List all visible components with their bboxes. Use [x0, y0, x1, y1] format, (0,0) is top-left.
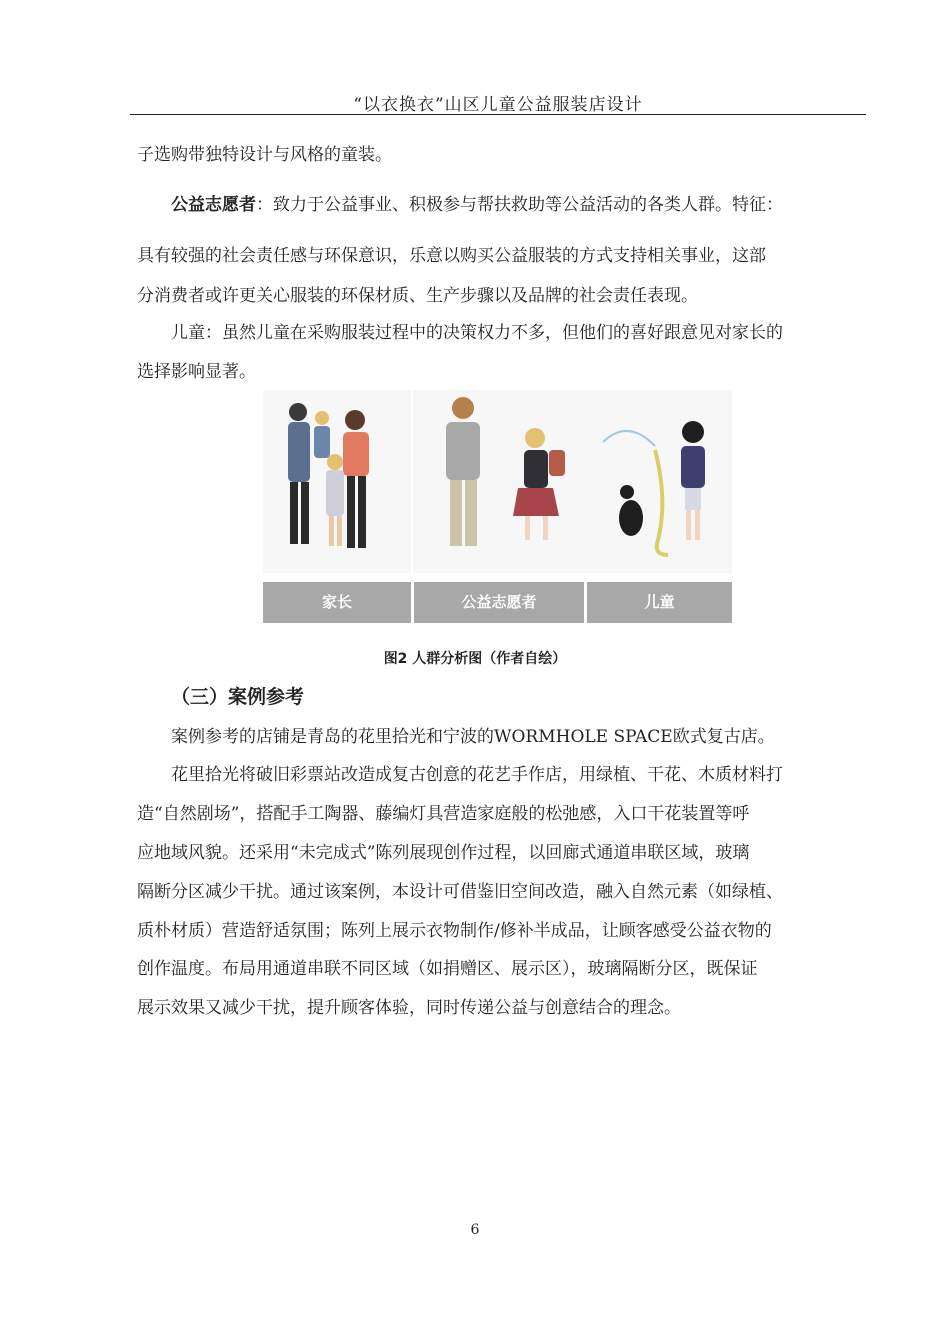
label-children: 儿童 [587, 582, 732, 623]
section-heading: （三）案例参考 [171, 686, 305, 708]
page-number: 6 [470, 1222, 480, 1238]
volunteer-line-3: 分消费者或许更关心服装的环保材质、生产步骤以及品牌的社会责任表现。 [137, 286, 698, 306]
page-header: “以衣换衣”山区儿童公益服装店设计 [130, 90, 866, 115]
label-parents: 家长 [263, 582, 411, 623]
volunteer-line-1 [171, 190, 783, 215]
figure-label-bar [263, 582, 732, 623]
case-line-2: 造“自然剧场”，搭配手工陶器、藤编灯具营造家庭般的松弛感，入口干花装置等呼 [137, 804, 750, 824]
volunteer-definition: ：致力于公益事业、积极参与帮扶救助等公益活动的各类人群。特征： [256, 195, 783, 215]
case-line-1: 花里拾光将破旧彩票站改造成复古创意的花艺手作店，用绿植、干花、木质材料打 [171, 765, 783, 785]
case-line-6: 创作温度。布局用通道串联不同区域（如捐赠区、展示区），玻璃隔断分区，既保证 [137, 959, 758, 979]
case-line-5: 质朴材质）营造舒适氛围；陈列上展示衣物制作/修补半成品，让顾客感受公益衣物的 [137, 921, 772, 941]
label-volunteers: 公益志愿者 [414, 582, 584, 623]
parents-illustration [288, 403, 369, 548]
people-illustration [263, 390, 732, 573]
children-line-1: 儿童：虽然儿童在采购服装过程中的决策权力不多，但他们的喜好跟意见对家长的 [171, 323, 783, 343]
figure-illustration [263, 390, 732, 573]
volunteer-term: 公益志愿者 [171, 195, 256, 215]
case-line-4: 隔断分区减少干扰。通过该案例，本设计可借鉴旧空间改造，融入自然元素（如绿植、 [137, 882, 783, 902]
case-line-7: 展示效果又减少干扰，提升顾客体验，同时传递公益与创意结合的理念。 [137, 998, 681, 1018]
audience-analysis-figure [263, 390, 732, 623]
children-illustration [603, 421, 705, 555]
figure-caption: 图2 人群分析图（作者自绘） [383, 651, 567, 667]
children-line-2: 选择影响显著。 [137, 362, 256, 382]
case-line-3: 应地域风貌。还采用“未完成式”陈列展现创作过程，以回廊式通道串联区域，玻璃 [137, 843, 750, 863]
case-intro-line: 案例参考的店铺是青岛的花里拾光和宁波的WORMHOLE SPACE欧式复古店。 [171, 727, 775, 747]
paragraph-line: 子选购带独特设计与风格的童装。 [137, 145, 392, 165]
volunteers-illustration [446, 397, 565, 546]
volunteer-line-2: 具有较强的社会责任感与环保意识，乐意以购买公益服装的方式支持相关事业，这部 [137, 246, 766, 266]
